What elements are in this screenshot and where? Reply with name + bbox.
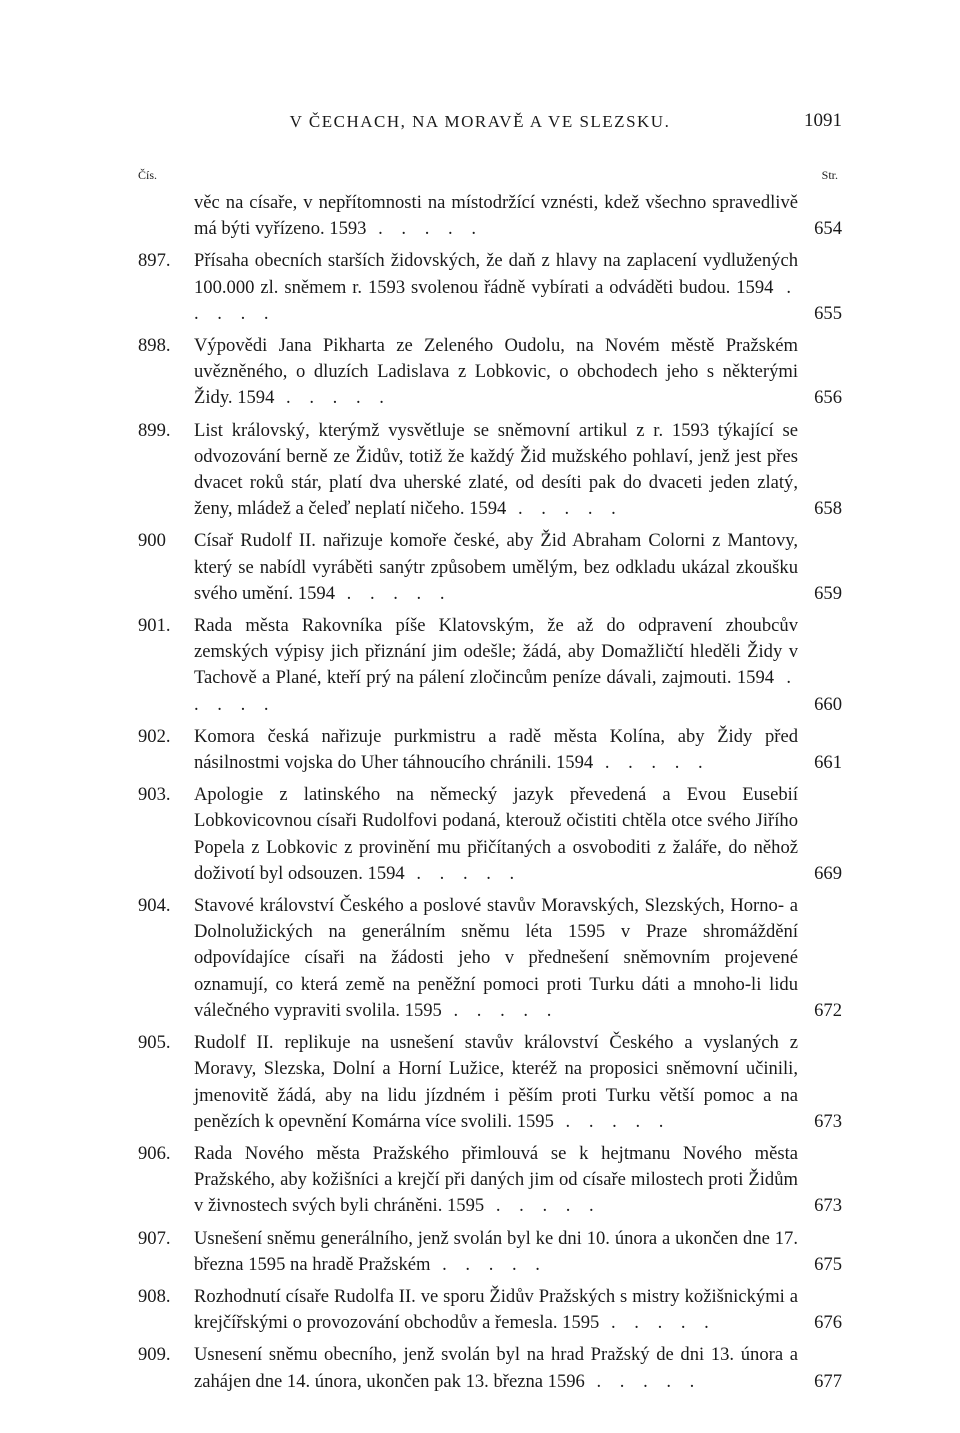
dot-leader: . . . . . — [484, 1195, 601, 1217]
entry-page-number: 676 — [814, 1312, 842, 1334]
entry-page-number: 669 — [814, 862, 842, 884]
entry-number: 908. — [138, 1285, 171, 1307]
dot-leader: . . . . . — [593, 752, 710, 774]
toc-entry — [138, 782, 842, 887]
dot-leader: . . . . . — [194, 667, 798, 715]
entry-title: Stavové království Českého a poslové stavův Moravských, Slezských, Horno- a Dolnolužických na generálním sněmu léta 1595 v Praze shromáždění odpovídajíce císaři na žádosti jeho v přednešení sněmovním projevené oznamují, co která země na peněžní pomoci proti Turku dáti a mnoho-li lidu válečného vypraviti svolila. 1595 . . . . . — [194, 895, 798, 1021]
entry-page-number: 660 — [814, 693, 842, 715]
column-header-page: Str. — [821, 168, 838, 182]
entry-page-number: 661 — [814, 752, 842, 774]
toc-entry — [138, 1226, 842, 1278]
entry-page-number: 654 — [814, 218, 842, 240]
entry-number: 907. — [138, 1227, 171, 1249]
entry-number: 901. — [138, 615, 171, 637]
entry-number: 898. — [138, 335, 171, 357]
table-of-contents — [138, 190, 842, 1395]
entry-title: Rozhodnutí císaře Rudolfa II. ve sporu Židův Pražských s mistry kožišnickými a krejčířskými o provozování obchodův a řemesla. 1595 . . . . . — [194, 1285, 798, 1334]
entry-title: Rada města Rakovníka píše Klatovským, že až do odpravení zhoubcův zemských výpisy jich přiznání jim odešle; žádá, aby Domažličtí hleděli Židy v Tachově a Plané, kteří prý na pálení zločincům peníze dávali, zajmouti. 1594 . . . . . — [194, 615, 798, 715]
entry-number: 909. — [138, 1344, 171, 1366]
dot-leader: . . . . . — [553, 1110, 671, 1132]
running-head: V ČECHACH, NA MORAVĚ A VE SLEZSKU. — [289, 112, 671, 131]
toc-entry — [138, 1141, 842, 1220]
toc-entry — [138, 528, 842, 607]
entry-number: 897. — [138, 250, 171, 272]
entry-page-number: 675 — [814, 1253, 842, 1275]
toc-entry — [138, 248, 842, 327]
toc-entry — [138, 613, 842, 718]
entry-page-number: 659 — [814, 582, 842, 604]
toc-entry — [138, 1030, 842, 1135]
toc-entry — [138, 333, 842, 412]
entry-page-number: 677 — [814, 1370, 842, 1392]
entry-title: Komora česká nařizuje purkmistru a radě města Kolína, aby Židy před násilnostmi vojska do Uher táhnoucího chránili. 1594 . . . . . — [194, 725, 798, 774]
dot-leader: . . . . . — [274, 387, 391, 409]
dot-leader: . . . . . — [335, 582, 452, 604]
dot-leader: . . . . . — [506, 498, 623, 520]
entry-title: Usnešení sněmu generálního, jenž svolán byl ke dni 10. února a ukončen dne 17. března 1595 na hradě Pražském . . . . . — [194, 1227, 798, 1275]
dot-leader: . . . . . — [584, 1370, 702, 1392]
entry-title: Rudolf II. replikuje na usnešení stavův království Českého a vyslaných z Moravy, Slezska, Dolní a Horní Lužice, kteréž na proposici sněmovní učinili, jmenovitě žádá, aby na lidu jízdném i pěším proti Turku větší pomoc a na penězích k opevnění Komárna více svolili. 1595 . . . . . — [194, 1032, 798, 1132]
entry-number: 906. — [138, 1142, 171, 1164]
entry-title: Císař Rudolf II. nařizuje komoře české, aby Žid Abraham Colorni z Mantovy, který se nabídl vyráběti sanýtr způsobem umělým, bez odkladu ukázal zkoušku svého umění. 1594 . . . . . — [194, 530, 798, 604]
toc-entry — [138, 1284, 842, 1336]
entry-title: Apologie z latinského na německý jazyk převedená a Evou Eusebií Lobkovicovnou císaři Rudolfovi podaná, kterouž očistiti chtěla otce svého Jiřího Popela z Lobkovic z provinění mu přičítaných a osvoboditi z žaláře, do něhož doživotí byl odsouzen. 1594 . . . . . — [194, 784, 798, 884]
dot-leader: . . . . . — [599, 1312, 716, 1334]
entry-title: Rada Nového města Pražského přimlouvá se k hejtmanu Nového města Pražského, aby kožišníci a krejčí při daných jim od císaře milostech proti Židům v živnostech svých byli chráněni. 1595 . . . . . — [194, 1142, 798, 1217]
entry-number: 903. — [138, 784, 171, 806]
entry-title: Přísaha obecních starších židovských, že daň z hlavy na zaplacení vydlužených 100.000 zl. sněmem r. 1593 svolenou řádně vybírati a odváděti budou. 1594 . . . . . — [194, 250, 798, 324]
entry-number: 900 — [138, 530, 166, 552]
entry-number: 899. — [138, 419, 171, 441]
toc-entry — [138, 724, 842, 776]
entry-title: Výpovědi Jana Pikharta ze Zeleného Oudolu, na Novém městě Pražském uvězněného, o dluzích Ladislava z Lobkovic, o obchodech jeho s některými Židy. 1594 . . . . . — [194, 335, 798, 409]
dot-leader: . . . . . — [366, 218, 483, 240]
column-header-number: Čís. — [138, 168, 158, 182]
entry-page-number: 672 — [814, 999, 842, 1021]
page-number: 1091 — [804, 110, 842, 131]
entry-number: 902. — [138, 725, 171, 747]
dot-leader: . . . . . — [404, 862, 522, 884]
entry-page-number: 655 — [814, 302, 842, 324]
toc-entry — [138, 893, 842, 1024]
entry-title: věc na císaře, v nepřítomnosti na místodržící vznésti, kdež všechno spravedlivě má býti vyřízeno. 1593 . . . . . — [194, 192, 798, 240]
entry-number: 905. — [138, 1032, 171, 1054]
entry-page-number: 673 — [814, 1195, 842, 1217]
entry-title: List královský, kterýmž vysvětluje se sněmovní artikul z r. 1593 týkající se odvozování berně ze Židův, totiž že každý Žid mužského pohlaví, jenž jest přes dvacet roků stár, platí dva uherské zlaté, od desíti pak do dvaceti jeden zlatý, ženy, mládež a čeleď neplatí ničeho. 1594 . . . . . — [194, 419, 798, 520]
entry-page-number: 658 — [814, 498, 842, 520]
entry-page-number: 656 — [814, 387, 842, 409]
entry-title: Usnesení sněmu obecního, jenž svolán byl na hrad Pražský de dni 13. února a zahájen dne 14. února, ukončen pak 13. března 1596 . . . . . — [194, 1344, 798, 1392]
entry-page-number: 673 — [814, 1110, 842, 1132]
dot-leader: . . . . . — [194, 276, 798, 324]
toc-entry — [138, 190, 842, 242]
entry-number: 904. — [138, 895, 171, 917]
dot-leader: . . . . . — [430, 1253, 547, 1275]
toc-entry — [138, 1342, 842, 1394]
dot-leader: . . . . . — [441, 999, 559, 1021]
toc-entry — [138, 418, 842, 523]
